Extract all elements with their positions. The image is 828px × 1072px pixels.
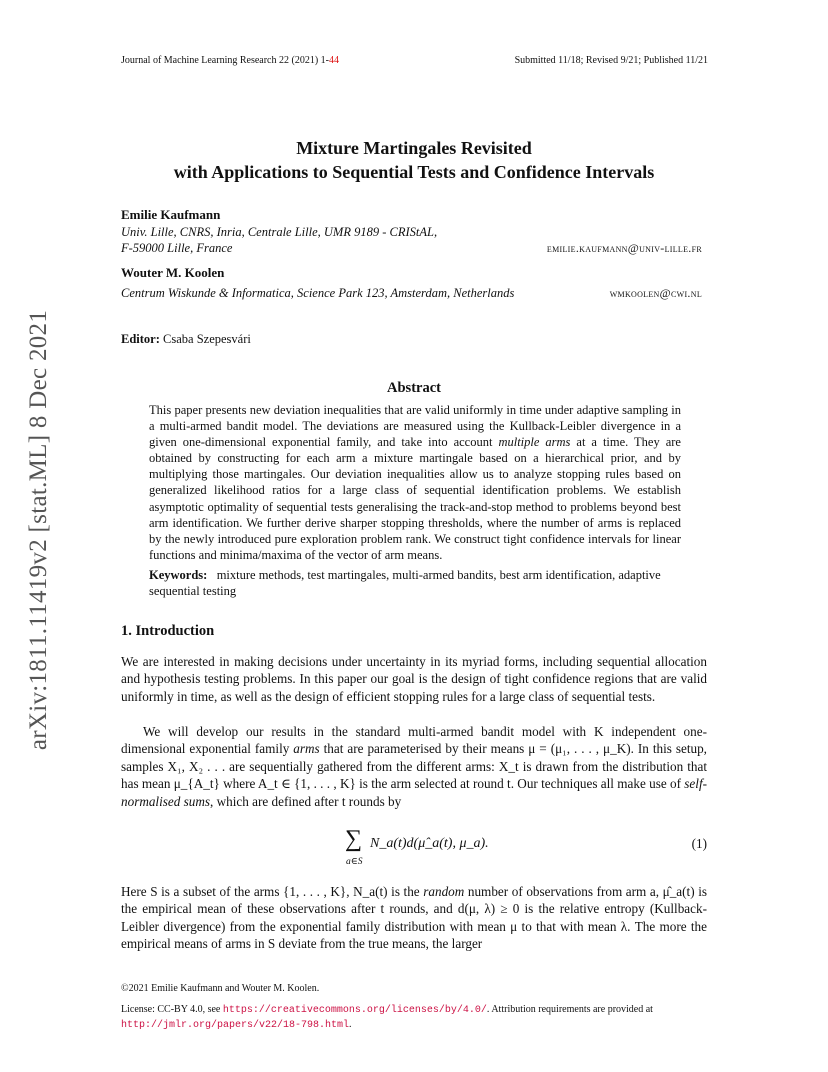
license-link[interactable]: https://creativecommons.org/licenses/by/4.0/: [222, 1005, 487, 1016]
arxiv-identifier: arXiv:1811.11419v2 [stat.ML] 8 Dec 2021: [25, 309, 52, 751]
equation-1: [0, 826, 828, 870]
paragraph: We are interested in making decisions under uncertainty in its myriad forms, including sequential allocation and hypothesis testing problems. In this paper our goal is the design of tight confidence regions that are valid uniformly in time, as well as the design of efficient stopping rules for a large class of sequential tests.: [121, 654, 707, 704]
editor-label: Editor:: [121, 332, 160, 346]
license-notice: License: CC-BY 4.0, see https://creativecommons.org/licenses/by/4.0/. Attribution requirements are provided at http://jmlr.org/papers/v22/18-798.html.: [121, 1004, 653, 1031]
sum-symbol: ∑: [345, 826, 363, 852]
author-affiliation: Centrum Wiskunde & Informatica, Science Park 123, Amsterdam, Netherlands: [121, 286, 515, 300]
author-email[interactable]: wmkoolen@cwi.nl: [609, 286, 702, 300]
keywords-list: mixture methods, test martingales, multi-armed bandits, best arm identification, adaptive sequential testing: [149, 568, 661, 599]
author-affiliation: Univ. Lille, CNRS, Inria, Centrale Lille, UMR 9189 - CRIStAL,: [121, 225, 438, 239]
author-name: Wouter M. Koolen: [121, 265, 225, 280]
emphasis: multiple arms: [498, 435, 571, 450]
title-line-1: Mixture Martingales Revisited: [296, 138, 532, 158]
journal-header: [121, 55, 339, 66]
keywords: [149, 567, 681, 599]
paragraph: Here S is a subset of the arms {1, . . . , K}, N_a(t) is the random number of observations from arm a, μ̂_a(t) is the empirical mean of these observations after t rounds, and d(μ, λ) ≥ 0 is the relative entropy (Kullback-Leibler divergence) from the exponential family distribution with mean μ to that with mean λ. The more the empirical means of arms in S deviate from the true means, the larger: [121, 884, 707, 952]
editor-name: Csaba Szepesvári: [163, 332, 251, 346]
equation-number: (1): [691, 836, 707, 851]
editor-line: [121, 332, 251, 347]
emphasis: self-normalised sums: [121, 776, 708, 809]
abstract-text: This paper presents new deviation inequalities that are valid uniformly in time under adaptive sampling in a multi-armed bandit model. The deviations are measured using the Kullback-Leibler divergence in a given one-dimensional exponential family, and take into account multiple arms at a time. They are obtained by constructing for each arm a mixture martingale based on a hierarchical prior, and by multiplying those martingales. Our deviation inequalities allow us to analyze stopping rules based on generalized likelihood ratios for a large class of sequential identification problems. We establish asymptotic optimality of sequential tests generalising the track-and-stop method to problems beyond best arm identification. We further derive sharper stopping thresholds, where the number of arms is replaced by the newly introduced pure exploration problem rank. We construct tight confidence intervals for linear functions and minima/maxima of the vector of arm means.: [149, 403, 681, 562]
equation-body: N_a(t)d(μ̂_a(t), μ_a).: [370, 836, 489, 851]
submission-dates: Submitted 11/18; Revised 9/21; Published 11/21: [514, 55, 708, 66]
paragraph: We will develop our results in the standard multi-armed bandit model with K independent one-dimensional exponential family arms that are parameterised by their means μ = (μ₁, . . . , μ_K). In this setup, samples X₁, X₂ . . . are sequentially gathered from the different arms: X_t is drawn from the distribution that has mean μ_{A_t} where A_t ∈ {1, . . . , K} is the arm selected at round t. Our techniques all make use of self-normalised sums, which are defined after t rounds by: [121, 724, 708, 809]
title-line-2: with Applications to Sequential Tests and Confidence Intervals: [173, 162, 655, 182]
sum-subscript: a∈S: [346, 857, 363, 867]
author-email[interactable]: emilie.kaufmann@univ-lille.fr: [546, 241, 702, 255]
emphasis: random: [423, 884, 465, 899]
copyright-notice: ©2021 Emilie Kaufmann and Wouter M. Koolen.: [121, 983, 320, 994]
journal-citation: Journal of Machine Learning Research 22 (2021) 1-: [121, 55, 329, 66]
author-affiliation: F-59000 Lille, France: [121, 241, 233, 255]
abstract-heading: Abstract: [387, 380, 441, 396]
paper-title: [0, 136, 828, 184]
attribution-link[interactable]: http://jmlr.org/papers/v22/18-798.html: [121, 1020, 350, 1031]
author-name: Emilie Kaufmann: [121, 207, 221, 222]
keywords-label: Keywords:: [149, 568, 208, 582]
emphasis: arms: [293, 741, 320, 757]
section-heading: 1. Introduction: [121, 623, 215, 639]
page-count-link[interactable]: 44: [328, 55, 339, 66]
